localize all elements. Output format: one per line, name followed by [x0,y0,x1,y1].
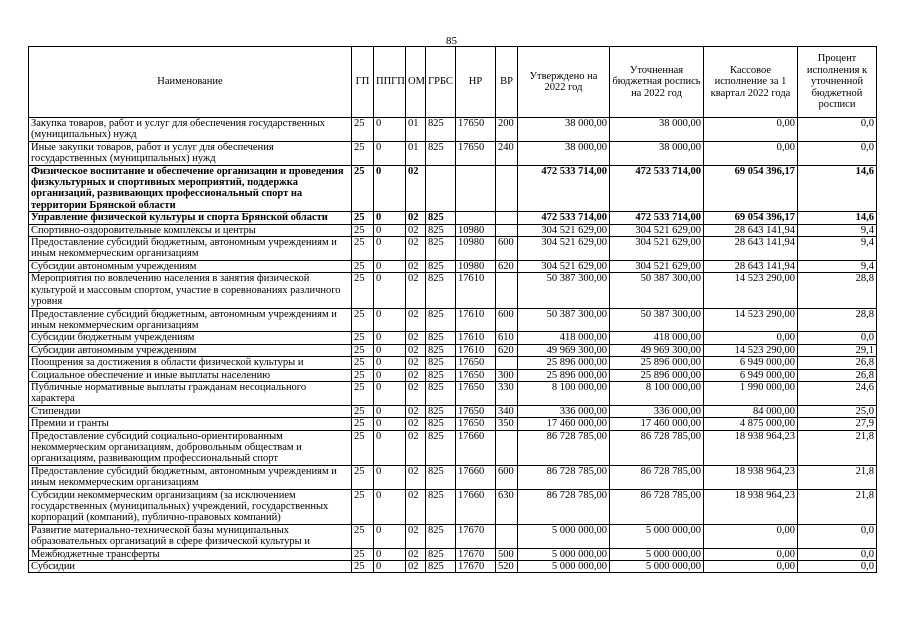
cell-gp: 25 [352,357,374,369]
cell-grbs: 825 [426,212,456,224]
cell-grbs: 825 [426,548,456,560]
cell-ppgp: 0 [374,165,406,212]
cell-refined: 336 000,00 [610,405,704,417]
cell-cash: 28 643 141,94 [704,237,798,261]
cell-name: Иные закупки товаров, работ и услуг для обеспечения государственных (муниципальных) нужд [29,141,352,165]
cell-gp: 25 [352,332,374,344]
cell-vr [496,357,518,369]
cell-ppgp: 0 [374,212,406,224]
table-row [29,405,877,417]
cell-cash: 18 938 964,23 [704,465,798,489]
cell-grbs: 825 [426,308,456,332]
cell-gp: 25 [352,273,374,308]
table-header-row [29,47,877,118]
cell-cash: 4 875 000,00 [704,418,798,430]
cell-cash: 0,00 [704,118,798,142]
cell-gp: 25 [352,381,374,405]
cell-percent: 21,8 [798,465,877,489]
cell-approved: 472 533 714,00 [518,212,610,224]
cell-nr: 17650 [456,405,496,417]
header-percent: Процент исполнения к уточненной бюджетной росписи [798,47,877,118]
cell-vr [496,273,518,308]
cell-vr [496,165,518,212]
table-row [29,430,877,465]
cell-approved: 38 000,00 [518,118,610,142]
table-row [29,237,877,261]
cell-name: Физическое воспитание и обеспечение организации и проведения физкультурных и спортивных мероприятий, поддержка организаций, развивающих профессиональный спорт на территории Брянской области [29,165,352,212]
cell-nr: 17650 [456,118,496,142]
cell-name: Мероприятия по вовлечению населения в занятия физической культурой и массовым спортом, участие в соревнованиях различного уровня [29,273,352,308]
cell-ppgp: 0 [374,465,406,489]
cell-name: Поощрения за достижения в области физической культуры и [29,357,352,369]
cell-refined: 418 000,00 [610,332,704,344]
cell-cash: 0,00 [704,561,798,573]
cell-refined: 86 728 785,00 [610,489,704,524]
cell-refined: 8 100 000,00 [610,381,704,405]
cell-vr: 620 [496,260,518,272]
cell-cash: 0,00 [704,524,798,548]
cell-gp: 25 [352,465,374,489]
cell-om: 02 [406,381,426,405]
cell-gp: 25 [352,405,374,417]
cell-vr [496,212,518,224]
cell-om: 01 [406,118,426,142]
cell-approved: 304 521 629,00 [518,224,610,236]
page-number: 85 [446,35,457,47]
cell-grbs: 825 [426,141,456,165]
cell-name: Субсидии некоммерческим организациям (за исключением государственных (муниципальных) учреждений, государственных корпораций (компаний), публично-правовых компаний) [29,489,352,524]
cell-name: Публичные нормативные выплаты гражданам несоциального характера [29,381,352,405]
cell-nr [456,212,496,224]
table-row [29,260,877,272]
cell-vr: 500 [496,548,518,560]
cell-refined: 5 000 000,00 [610,548,704,560]
cell-cash: 28 643 141,94 [704,260,798,272]
cell-om: 02 [406,561,426,573]
cell-gp: 25 [352,260,374,272]
cell-name: Предоставление субсидий бюджетным, автономным учреждениям и иным некоммерческим организациям [29,237,352,261]
cell-om: 02 [406,260,426,272]
cell-grbs: 825 [426,430,456,465]
cell-vr: 200 [496,118,518,142]
cell-nr: 17660 [456,465,496,489]
cell-om: 02 [406,418,426,430]
cell-nr: 17610 [456,344,496,356]
cell-approved: 304 521 629,00 [518,260,610,272]
cell-vr: 610 [496,332,518,344]
cell-name: Спортивно-оздоровительные комплексы и центры [29,224,352,236]
cell-cash: 1 990 000,00 [704,381,798,405]
cell-gp: 25 [352,212,374,224]
cell-nr: 17610 [456,308,496,332]
table-row [29,524,877,548]
table-row [29,381,877,405]
cell-cash: 6 949 000,00 [704,369,798,381]
cell-refined: 50 387 300,00 [610,273,704,308]
cell-nr: 17650 [456,381,496,405]
cell-name: Закупка товаров, работ и услуг для обеспечения государственных (муниципальных) нужд [29,118,352,142]
cell-approved: 86 728 785,00 [518,465,610,489]
cell-name: Управление физической культуры и спорта Брянской области [29,212,352,224]
cell-percent: 0,0 [798,141,877,165]
cell-grbs: 825 [426,405,456,417]
cell-ppgp: 0 [374,548,406,560]
cell-cash: 28 643 141,94 [704,224,798,236]
cell-grbs: 825 [426,465,456,489]
cell-grbs: 825 [426,561,456,573]
cell-name: Межбюджетные трансферты [29,548,352,560]
cell-percent: 29,1 [798,344,877,356]
cell-percent: 26,8 [798,369,877,381]
cell-nr: 10980 [456,260,496,272]
cell-name: Субсидии автономным учреждениям [29,260,352,272]
cell-name: Субсидии бюджетным учреждениям [29,332,352,344]
table-row [29,308,877,332]
cell-refined: 472 533 714,00 [610,165,704,212]
cell-ppgp: 0 [374,381,406,405]
cell-ppgp: 0 [374,561,406,573]
cell-om: 02 [406,369,426,381]
cell-om: 02 [406,212,426,224]
cell-percent: 0,0 [798,118,877,142]
cell-name: Развитие материально-технической базы муниципальных образовательных организаций в сфере физической культуры и [29,524,352,548]
cell-grbs: 825 [426,418,456,430]
cell-gp: 25 [352,430,374,465]
cell-cash: 14 523 290,00 [704,344,798,356]
cell-percent: 26,8 [798,357,877,369]
cell-refined: 304 521 629,00 [610,224,704,236]
table-row [29,418,877,430]
cell-approved: 86 728 785,00 [518,489,610,524]
cell-vr: 330 [496,381,518,405]
cell-grbs: 825 [426,224,456,236]
cell-approved: 472 533 714,00 [518,165,610,212]
cell-om: 02 [406,273,426,308]
header-ppgp: ППГП [374,47,406,118]
cell-nr: 17670 [456,561,496,573]
cell-refined: 86 728 785,00 [610,465,704,489]
cell-grbs: 825 [426,369,456,381]
cell-gp: 25 [352,548,374,560]
cell-approved: 5 000 000,00 [518,524,610,548]
header-name: Наименование [29,47,352,118]
cell-gp: 25 [352,308,374,332]
cell-approved: 50 387 300,00 [518,273,610,308]
cell-ppgp: 0 [374,308,406,332]
header-refined: Уточненная бюджетная роспись на 2022 год [610,47,704,118]
cell-percent: 21,8 [798,489,877,524]
cell-om: 02 [406,308,426,332]
cell-percent: 27,9 [798,418,877,430]
cell-grbs: 825 [426,489,456,524]
cell-grbs: 825 [426,381,456,405]
cell-om: 02 [406,224,426,236]
cell-grbs: 825 [426,357,456,369]
header-om: ОМ [406,47,426,118]
cell-ppgp: 0 [374,224,406,236]
cell-cash: 0,00 [704,141,798,165]
cell-nr: 10980 [456,237,496,261]
header-cash: Кассовое исполнение за 1 квартал 2022 года [704,47,798,118]
cell-percent: 24,6 [798,381,877,405]
cell-gp: 25 [352,524,374,548]
cell-refined: 49 969 300,00 [610,344,704,356]
cell-gp: 25 [352,118,374,142]
cell-approved: 49 969 300,00 [518,344,610,356]
cell-gp: 25 [352,344,374,356]
cell-gp: 25 [352,561,374,573]
cell-gp: 25 [352,237,374,261]
cell-approved: 418 000,00 [518,332,610,344]
cell-ppgp: 0 [374,344,406,356]
cell-approved: 38 000,00 [518,141,610,165]
cell-nr: 17670 [456,548,496,560]
cell-cash: 6 949 000,00 [704,357,798,369]
cell-vr: 300 [496,369,518,381]
cell-om: 02 [406,165,426,212]
table-row [29,369,877,381]
cell-cash: 69 054 396,17 [704,165,798,212]
cell-ppgp: 0 [374,357,406,369]
cell-refined: 5 000 000,00 [610,524,704,548]
cell-name: Предоставление субсидий бюджетным, автономным учреждениям и иным некоммерческим организациям [29,465,352,489]
cell-ppgp: 0 [374,369,406,381]
cell-nr: 17660 [456,430,496,465]
cell-percent: 0,0 [798,332,877,344]
cell-gp: 25 [352,489,374,524]
cell-percent: 0,0 [798,561,877,573]
cell-ppgp: 0 [374,260,406,272]
cell-approved: 25 896 000,00 [518,357,610,369]
cell-refined: 304 521 629,00 [610,260,704,272]
cell-gp: 25 [352,224,374,236]
cell-vr: 520 [496,561,518,573]
cell-refined: 25 896 000,00 [610,369,704,381]
cell-percent: 14,6 [798,165,877,212]
cell-percent: 28,8 [798,308,877,332]
cell-approved: 25 896 000,00 [518,369,610,381]
cell-percent: 9,4 [798,224,877,236]
cell-gp: 25 [352,369,374,381]
cell-grbs: 825 [426,344,456,356]
cell-percent: 0,0 [798,548,877,560]
cell-cash: 69 054 396,17 [704,212,798,224]
cell-ppgp: 0 [374,489,406,524]
cell-percent: 28,8 [798,273,877,308]
cell-vr [496,524,518,548]
table-row [29,332,877,344]
cell-name: Премии и гранты [29,418,352,430]
cell-ppgp: 0 [374,405,406,417]
cell-vr: 350 [496,418,518,430]
cell-refined: 472 533 714,00 [610,212,704,224]
cell-vr [496,224,518,236]
cell-ppgp: 0 [374,332,406,344]
cell-name: Социальное обеспечение и иные выплаты населению [29,369,352,381]
header-grbs: ГРБС [426,47,456,118]
cell-name: Субсидии автономным учреждениям [29,344,352,356]
cell-refined: 25 896 000,00 [610,357,704,369]
cell-ppgp: 0 [374,524,406,548]
cell-grbs: 825 [426,332,456,344]
cell-vr: 240 [496,141,518,165]
cell-vr: 620 [496,344,518,356]
header-gp: ГП [352,47,374,118]
table-row [29,273,877,308]
cell-approved: 336 000,00 [518,405,610,417]
cell-vr: 600 [496,308,518,332]
cell-percent: 14,6 [798,212,877,224]
cell-approved: 50 387 300,00 [518,308,610,332]
cell-om: 01 [406,141,426,165]
cell-approved: 86 728 785,00 [518,430,610,465]
header-approved: Утверждено на 2022 год [518,47,610,118]
cell-grbs [426,165,456,212]
cell-nr: 17670 [456,524,496,548]
cell-refined: 304 521 629,00 [610,237,704,261]
cell-refined: 17 460 000,00 [610,418,704,430]
cell-om: 02 [406,489,426,524]
cell-approved: 5 000 000,00 [518,561,610,573]
cell-name: Стипендии [29,405,352,417]
cell-percent: 25,0 [798,405,877,417]
cell-cash: 14 523 290,00 [704,273,798,308]
table-row [29,344,877,356]
cell-refined: 86 728 785,00 [610,430,704,465]
header-vr: ВР [496,47,518,118]
cell-nr: 10980 [456,224,496,236]
cell-nr: 17660 [456,489,496,524]
cell-percent: 9,4 [798,260,877,272]
cell-gp: 25 [352,418,374,430]
cell-refined: 5 000 000,00 [610,561,704,573]
cell-approved: 5 000 000,00 [518,548,610,560]
cell-cash: 84 000,00 [704,405,798,417]
cell-om: 02 [406,237,426,261]
cell-grbs: 825 [426,118,456,142]
cell-ppgp: 0 [374,273,406,308]
cell-refined: 38 000,00 [610,118,704,142]
table-row [29,489,877,524]
cell-om: 02 [406,344,426,356]
cell-grbs: 825 [426,260,456,272]
cell-gp: 25 [352,141,374,165]
cell-om: 02 [406,332,426,344]
cell-name: Предоставление субсидий бюджетным, автономным учреждениям и иным некоммерческим организациям [29,308,352,332]
cell-name: Предоставление субсидий социально-ориентированным некоммерческим организациям, добровольным обществам и организациям, развивающим профессиональный спорт [29,430,352,465]
cell-nr: 17610 [456,332,496,344]
cell-ppgp: 0 [374,118,406,142]
cell-nr: 17650 [456,141,496,165]
cell-approved: 304 521 629,00 [518,237,610,261]
cell-ppgp: 0 [374,418,406,430]
cell-grbs: 825 [426,524,456,548]
cell-approved: 8 100 000,00 [518,381,610,405]
cell-percent: 0,0 [798,524,877,548]
budget-table [28,46,877,573]
cell-nr: 17610 [456,273,496,308]
cell-vr: 600 [496,237,518,261]
cell-vr [496,430,518,465]
cell-om: 02 [406,430,426,465]
cell-ppgp: 0 [374,141,406,165]
cell-name: Субсидии [29,561,352,573]
header-nr: НР [456,47,496,118]
cell-om: 02 [406,548,426,560]
cell-ppgp: 0 [374,237,406,261]
cell-om: 02 [406,465,426,489]
cell-grbs: 825 [426,273,456,308]
cell-nr: 17650 [456,357,496,369]
cell-cash: 18 938 964,23 [704,489,798,524]
cell-approved: 17 460 000,00 [518,418,610,430]
cell-nr [456,165,496,212]
cell-om: 02 [406,405,426,417]
cell-vr: 630 [496,489,518,524]
table-row [29,212,877,224]
cell-nr: 17650 [456,369,496,381]
table-row [29,357,877,369]
cell-refined: 38 000,00 [610,141,704,165]
cell-grbs: 825 [426,237,456,261]
cell-om: 02 [406,524,426,548]
cell-percent: 9,4 [798,237,877,261]
table-row [29,224,877,236]
table-row [29,165,877,212]
cell-nr: 17650 [456,418,496,430]
table-row [29,561,877,573]
table-row [29,465,877,489]
cell-cash: 0,00 [704,548,798,560]
cell-om: 02 [406,357,426,369]
table-row [29,141,877,165]
cell-gp: 25 [352,165,374,212]
cell-cash: 18 938 964,23 [704,430,798,465]
cell-vr: 600 [496,465,518,489]
cell-refined: 50 387 300,00 [610,308,704,332]
table-row [29,118,877,142]
table-row [29,548,877,560]
cell-ppgp: 0 [374,430,406,465]
cell-cash: 14 523 290,00 [704,308,798,332]
cell-vr: 340 [496,405,518,417]
cell-percent: 21,8 [798,430,877,465]
cell-cash: 0,00 [704,332,798,344]
